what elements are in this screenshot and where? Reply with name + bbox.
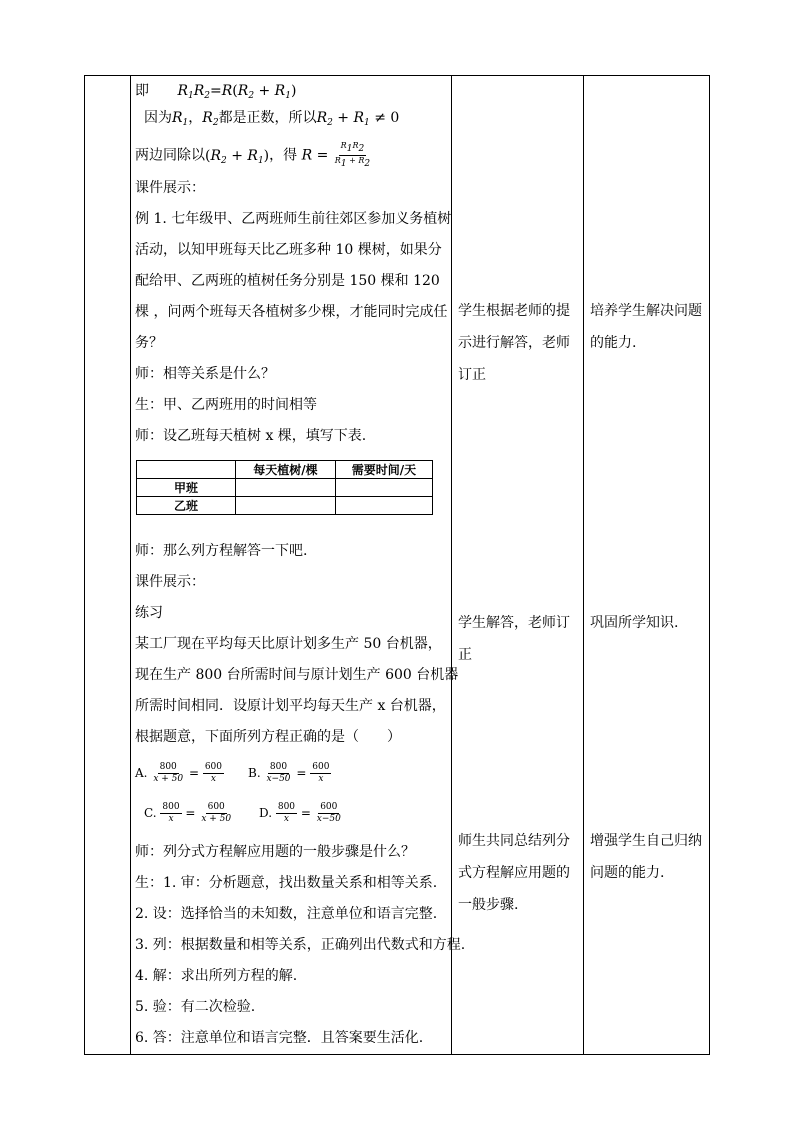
- dialog-line: 生：甲、乙两班用的时间相等: [135, 397, 317, 413]
- section1-heading: 课件展示：: [135, 180, 205, 196]
- table-header-cell: 需要时间/天: [336, 461, 433, 479]
- table-header-cell: [137, 461, 236, 479]
- steps-line: 5. 验：有二次检验.: [135, 999, 256, 1015]
- table-cell: [336, 497, 433, 515]
- derivation-line-2: 因为$R_1$，$R_2$都是正数，所以$R_2 + R_1 \ne 0$: [144, 110, 400, 128]
- option-c: C. $\frac{800}{x}$ = $\frac{600}{x + 50}$: [144, 802, 232, 824]
- student-activity-line: 师生共同总结列分: [458, 833, 570, 849]
- student-activity-line: 正: [458, 647, 472, 663]
- student-activity-line: 订正: [458, 367, 486, 383]
- steps-line: 4. 解：求出所列方程的解.: [135, 968, 298, 984]
- table-row: [137, 479, 433, 497]
- after-table-line: 师：那么列方程解答一下吧.: [135, 543, 308, 559]
- design-intent-line: 的能力.: [590, 335, 637, 351]
- table-cell: 乙班: [137, 497, 236, 515]
- table-cell: 甲班: [137, 479, 236, 497]
- example-line: 配给甲、乙两班的植树任务分别是 150 棵和 120: [135, 273, 440, 289]
- student-activity-line: 一般步骤.: [458, 897, 519, 913]
- problem-line: 根据题意，下面所列方程正确的是（ ）: [135, 729, 401, 745]
- column-divider: [583, 76, 584, 1054]
- steps-line: 3. 列：根据数量和相等关系，正确列出代数式和方程.: [135, 937, 466, 953]
- example-line: 例 1. 七年级甲、乙两班师生前往郊区参加义务植树: [135, 211, 452, 227]
- dialog-line: 师：相等关系是什么？: [135, 366, 275, 382]
- table-row: [137, 497, 433, 515]
- student-activity-line: 式方程解应用题的: [458, 865, 570, 881]
- problem-line: 某工厂现在平均每天比原计划多生产 50 台机器，: [135, 636, 442, 652]
- student-activity-line: 示进行解答，老师: [458, 335, 570, 351]
- table-cell: [336, 479, 433, 497]
- option-b: B. $\frac{800}{x-50}$ = $\frac{600}{x}$: [248, 762, 330, 784]
- option-d: D. $\frac{800}{x}$ = $\frac{600}{x-50}$: [259, 802, 341, 824]
- design-intent-line: 问题的能力.: [590, 865, 665, 881]
- design-intent-line: 培养学生解决问题: [590, 303, 702, 319]
- problem-line: 所需时间相同．设原计划平均每天生产 x 台机器，: [135, 698, 446, 714]
- table-header-cell: 每天植树/棵: [236, 461, 336, 479]
- exercise-label: 练习: [135, 605, 163, 621]
- example-line: 务？: [135, 335, 163, 351]
- tree-planting-table: [136, 460, 433, 515]
- steps-line: 师：列分式方程解应用题的一般步骤是什么？: [135, 844, 415, 860]
- design-intent-line: 巩固所学知识.: [590, 615, 679, 631]
- derivation-line-3: 两边同除以$(R_2 + R_1)$，得 R = $\frac{R_1R_2}{R_1 + R_2}$: [135, 141, 371, 169]
- derivation-line-1: 即 $R_1R_2=R(R_2 + R_1)$: [135, 83, 297, 101]
- table-cell: [236, 497, 336, 515]
- example-line: 活动，以知甲班每天比乙班多种 10 棵树，如果分: [135, 242, 442, 258]
- column-divider: [130, 76, 131, 1054]
- steps-line: 生：1. 审：分析题意，找出数量关系和相等关系.: [135, 875, 438, 891]
- dialog-line: 师：设乙班每天植树 x 棵，填写下表.: [135, 428, 367, 444]
- steps-line: 6. 答：注意单位和语言完整．且答案要生活化.: [135, 1030, 424, 1046]
- section2-heading: 课件展示：: [135, 574, 205, 590]
- table-cell: [236, 479, 336, 497]
- example-line: 棵 ，问两个班每天各植树多少棵，才能同时完成任: [135, 304, 448, 320]
- student-activity-line: 学生解答，老师订: [458, 615, 570, 631]
- problem-line: 现在生产 800 台所需时间与原计划生产 600 台机器: [135, 667, 459, 683]
- student-activity-line: 学生根据老师的提: [458, 303, 570, 319]
- steps-line: 2. 设：选择恰当的未知数，注意单位和语言完整.: [135, 906, 438, 922]
- design-intent-line: 增强学生自己归纳: [590, 833, 702, 849]
- table-header-row: [137, 461, 433, 479]
- option-a: A. $\frac{800}{x + 50}$ = $\frac{600}{x}$: [135, 762, 223, 784]
